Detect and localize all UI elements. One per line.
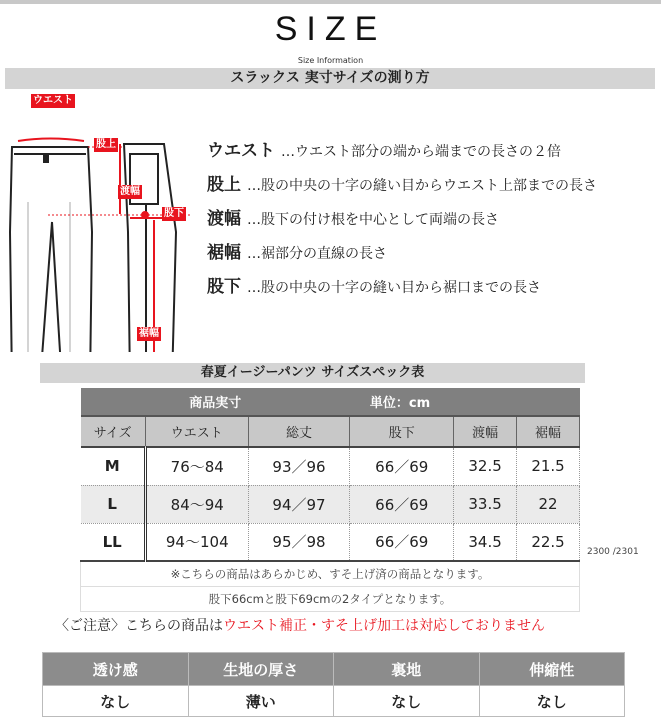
cell: 76～84 <box>145 447 248 485</box>
desc-inseam: 股下 …股の中央の十字の縫い目から裾口までの長さ <box>207 277 541 297</box>
fabric-value: なし <box>43 686 189 717</box>
col-waist: ウエスト <box>145 416 248 447</box>
fabric-header: 伸縮性 <box>479 653 625 686</box>
top-divider <box>0 0 661 4</box>
product-code: 2300 /2301 <box>587 547 639 557</box>
fabric-header: 生地の厚さ <box>188 653 334 686</box>
fabric-header: 透け感 <box>43 653 189 686</box>
diagram-label-inseam: 股下 <box>164 208 184 219</box>
measure-section-title: スラックス 実寸サイズの測り方 <box>5 68 655 89</box>
cell: 66／69 <box>350 523 454 561</box>
header-actual: 商品実寸 <box>81 388 350 416</box>
diagram-label-waist: ウエスト <box>33 95 73 106</box>
page-title: SIZE <box>274 10 387 48</box>
cell: 21.5 <box>517 447 580 485</box>
cell: 32.5 <box>454 447 517 485</box>
col-thigh: 渡幅 <box>454 416 517 447</box>
cell: 94～104 <box>145 523 248 561</box>
col-inseam: 股下 <box>350 416 454 447</box>
cell: 94／97 <box>248 485 350 523</box>
cell: 22 <box>517 485 580 523</box>
fabric-value: なし <box>479 686 625 717</box>
size-spec-table <box>80 388 580 612</box>
col-size: サイズ <box>81 416 146 447</box>
diagram-label-hem: 裾幅 <box>139 328 159 339</box>
cell: 95／98 <box>248 523 350 561</box>
notice-highlight: ウエスト補正・すそ上げ加工は対応しておりません <box>223 618 545 634</box>
desc-thigh: 渡幅 …股下の付け根を中心として両端の長さ <box>207 209 499 229</box>
table-row <box>81 485 580 523</box>
pants-diagram <box>0 92 200 352</box>
header-unit: 単位：cm <box>350 388 580 416</box>
cell: 93／96 <box>248 447 350 485</box>
desc-rise: 股上 …股の中央の十字の縫い目からウエスト上部までの長さ <box>207 175 597 195</box>
page-subtitle: Size Information <box>297 56 364 65</box>
cell: M <box>81 447 146 485</box>
col-length: 総丈 <box>248 416 350 447</box>
table-row <box>81 447 580 485</box>
note-inseam-types: 股下66cmと股下69cmの2タイプとなります。 <box>81 586 580 611</box>
col-hem: 裾幅 <box>517 416 580 447</box>
diagram-label-rise: 股上 <box>96 139 116 150</box>
cell: 66／69 <box>350 485 454 523</box>
spec-section-title: 春夏イージーパンツ サイズスペック表 <box>40 363 585 383</box>
fabric-value: なし <box>334 686 480 717</box>
fabric-table <box>42 652 625 717</box>
table-row <box>81 523 580 561</box>
cell: 34.5 <box>454 523 517 561</box>
cell: 33.5 <box>454 485 517 523</box>
diagram-label-thigh: 渡幅 <box>120 186 140 197</box>
desc-waist: ウエスト …ウエスト部分の端から端までの長さの２倍 <box>207 141 561 161</box>
cell: LL <box>81 523 146 561</box>
cell: 84～94 <box>145 485 248 523</box>
cell: L <box>81 485 146 523</box>
cell: 22.5 <box>517 523 580 561</box>
note-hemmed: ※こちらの商品はあらかじめ、すそ上げ済の商品となります。 <box>81 561 580 586</box>
notice: 〈ご注意〉こちらの商品はウエスト補正・すそ上げ加工は対応しておりません <box>55 618 545 634</box>
fabric-header: 裏地 <box>334 653 480 686</box>
desc-hem: 裾幅 …裾部分の直線の長さ <box>207 243 387 263</box>
cell: 66／69 <box>350 447 454 485</box>
fabric-value: 薄い <box>188 686 334 717</box>
